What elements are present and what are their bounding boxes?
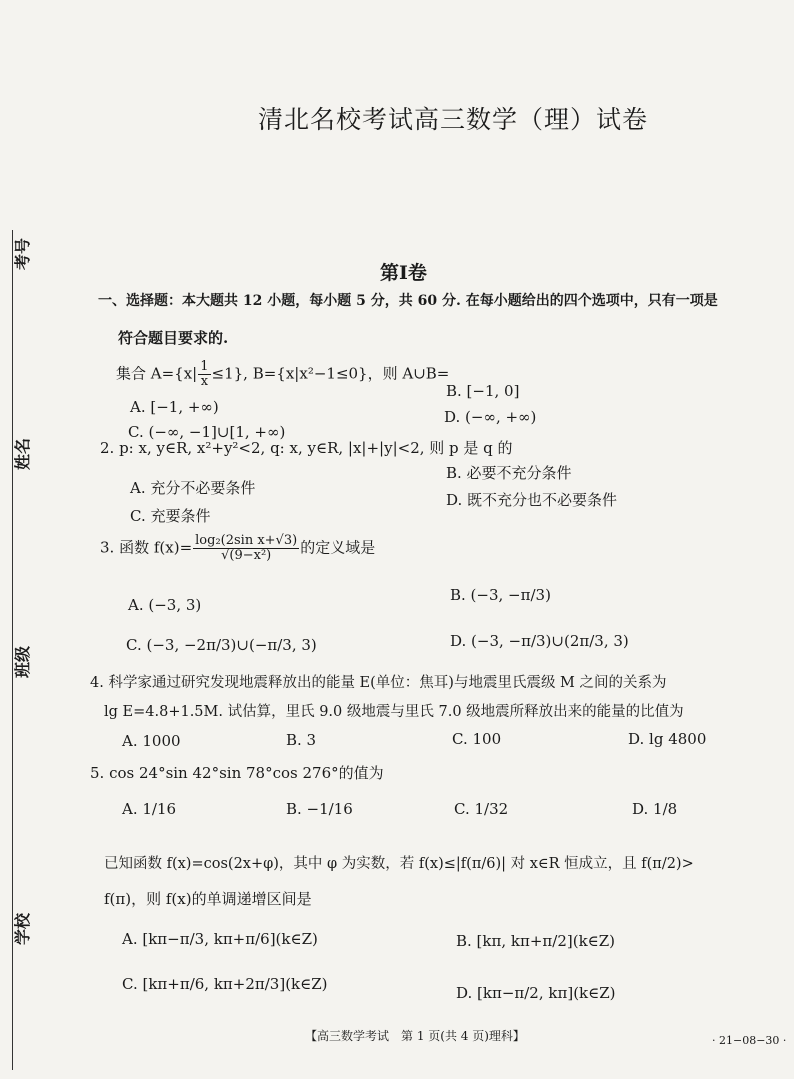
margin-label-school: 学校: [13, 912, 32, 945]
margin-label-exam-number: 考号: [13, 237, 32, 270]
q5-option-a: A. 1/16: [122, 800, 177, 818]
q4-option-b: B. 3: [286, 731, 317, 749]
question-4-line2: lg E=4.8+1.5M. 试估算，里氏 9.0 级地震与里氏 7.0 级地震所释放出来的能量的比值为: [104, 704, 684, 720]
question-3-stem: [100, 534, 375, 563]
question-4-line1: 4. 科学家通过研究发现地震释放出的能量 E(单位：焦耳)与地震里氏震级 M 之间的关系为: [90, 675, 667, 691]
q4-option-c: C. 100: [452, 730, 502, 748]
question-6-line1: 已知函数 f(x)=cos(2x+φ)，其中 φ 为实数，若 f(x)≤|f(π/6)| 对 x∈R 恒成立，且 f(π/2)>: [104, 856, 694, 872]
q1-option-c: C. (−∞, −1]∪[1, +∞): [128, 423, 286, 441]
q5-option-b: B. −1/16: [286, 800, 353, 818]
q3-frac-den: √(9−x²): [221, 548, 272, 563]
section-instructions-line1: 一、选择题：本大题共 12 小题，每小题 5 分，共 60 分. 在每小题给出的四个选项中，只有一项是: [98, 293, 718, 309]
q4-option-a: A. 1000: [122, 732, 181, 750]
q6-option-b: B. [kπ, kπ+π/2](k∈Z): [456, 932, 616, 950]
q2-option-b: B. 必要不充分条件: [446, 464, 572, 482]
q3-fraction: [193, 534, 299, 563]
page-footer: 【高三数学考试 第 1 页(共 4 页)理科】: [305, 1029, 525, 1043]
q1-option-a: A. [−1, +∞): [130, 398, 219, 416]
exam-code: · 21−08−30 ·: [712, 1034, 787, 1047]
q1-stem-part-b: ≤1}, B={x|x²−1≤0}，则 A∪B=: [211, 364, 450, 383]
q3-option-b: B. (−3, −π/3): [450, 586, 551, 604]
question-6-line2: f(π)，则 f(x)的单调递增区间是: [104, 890, 312, 908]
q1-stem-part-a: 集合 A={x|: [116, 364, 198, 383]
q2-option-a: A. 充分不必要条件: [130, 479, 256, 497]
q6-option-a: A. [kπ−π/3, kπ+π/6](k∈Z): [122, 930, 318, 948]
q1-option-b: B. [−1, 0]: [446, 382, 520, 400]
q1-frac-num: 1: [200, 359, 209, 374]
page-title: 清北名校考试高三数学（理）试卷: [258, 105, 649, 134]
margin-label-name: 姓名: [13, 437, 32, 470]
q6-option-d: D. [kπ−π/2, kπ](k∈Z): [456, 984, 616, 1002]
q3-option-d: D. (−3, −π/3)∪(2π/3, 3): [450, 632, 629, 650]
question-5-stem: 5. cos 24°sin 42°sin 78°cos 276°的值为: [90, 764, 384, 782]
q2-option-d: D. 既不充分也不必要条件: [446, 491, 618, 509]
q1-fraction: [198, 360, 210, 389]
q5-option-c: C. 1/32: [454, 800, 509, 818]
q3-stem-part-b: 的定义域是: [300, 538, 376, 557]
q3-frac-num: log₂(2sin x+√3): [195, 533, 298, 548]
q6-option-c: C. [kπ+π/6, kπ+2π/3](k∈Z): [122, 975, 328, 993]
margin-label-class: 班级: [13, 645, 32, 678]
q5-option-d: D. 1/8: [632, 800, 678, 818]
part-heading: 第Ⅰ卷: [380, 262, 427, 284]
question-2-stem: 2. p: x, y∈R, x²+y²<2, q: x, y∈R, |x|+|y|<2, 则 p 是 q 的: [100, 439, 513, 457]
section-instructions-line2: 符合题目要求的.: [118, 329, 229, 347]
q3-option-c: C. (−3, −2π/3)∪(−π/3, 3): [126, 636, 317, 654]
q4-option-d: D. lg 4800: [628, 730, 707, 748]
question-1-stem: [116, 360, 449, 389]
q3-option-a: A. (−3, 3): [128, 596, 202, 614]
q2-option-c: C. 充要条件: [130, 507, 211, 525]
q1-option-d: D. (−∞, +∞): [444, 408, 537, 426]
q3-stem-part-a: 3. 函数 f(x)=: [100, 538, 193, 557]
q1-frac-den: x: [200, 374, 209, 389]
